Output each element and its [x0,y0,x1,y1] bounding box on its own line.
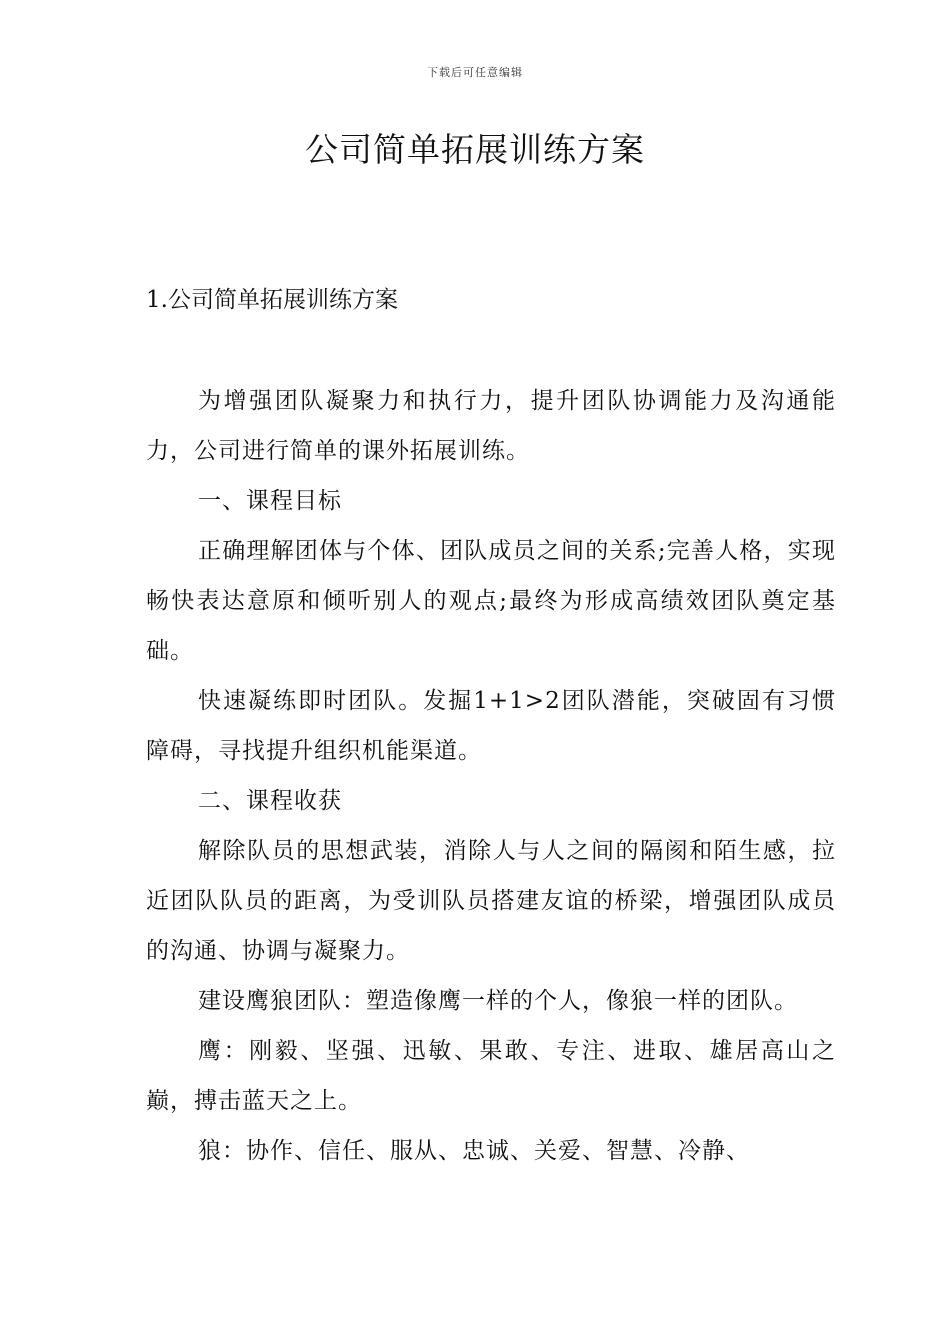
heading-course-gains: 二、课程收获 [198,788,342,814]
paragraph-gains: 解除队员的思想武装，消除人与人之间的隔阂和陌生感，拉近团队队员的距离，为受训队员搭建友谊的桥梁，增强团队成员的沟通、协调与凝聚力。 [146,838,836,964]
paragraph-eagle-wolf-team: 建设鹰狼团队：塑造像鹰一样的个人，像狼一样的团队。 [198,988,798,1014]
document-body [146,376,836,1176]
paragraph-eagle: 鹰：刚毅、坚强、迅敏、果敢、专注、进取、雄居高山之巅，搏击蓝天之上。 [146,1038,836,1114]
paragraph-goal-team: 快速凝练即时团队。发掘1+1>2团队潜能，突破固有习惯障碍，寻找提升组织机能渠道。 [146,688,836,764]
paragraph-wolf: 狼：协作、信任、服从、忠诚、关爱、智慧、冷静、 [198,1138,750,1164]
section-heading: 1.公司简单拓展训练方案 [146,287,398,313]
header-note: 下载后可任意编辑 [427,66,523,79]
heading-course-goals: 一、课程目标 [198,488,342,514]
document-title: 公司简单拓展训练方案 [305,130,645,169]
paragraph-intro: 为增强团队凝聚力和执行力，提升团队协调能力及沟通能力，公司进行简单的课外拓展训练。 [146,388,836,464]
paragraph-goal-understanding: 正确理解团体与个体、团队成员之间的关系;完善人格，实现畅快表达意原和倾听别人的观点;最终为形成高绩效团队奠定基础。 [146,538,836,664]
